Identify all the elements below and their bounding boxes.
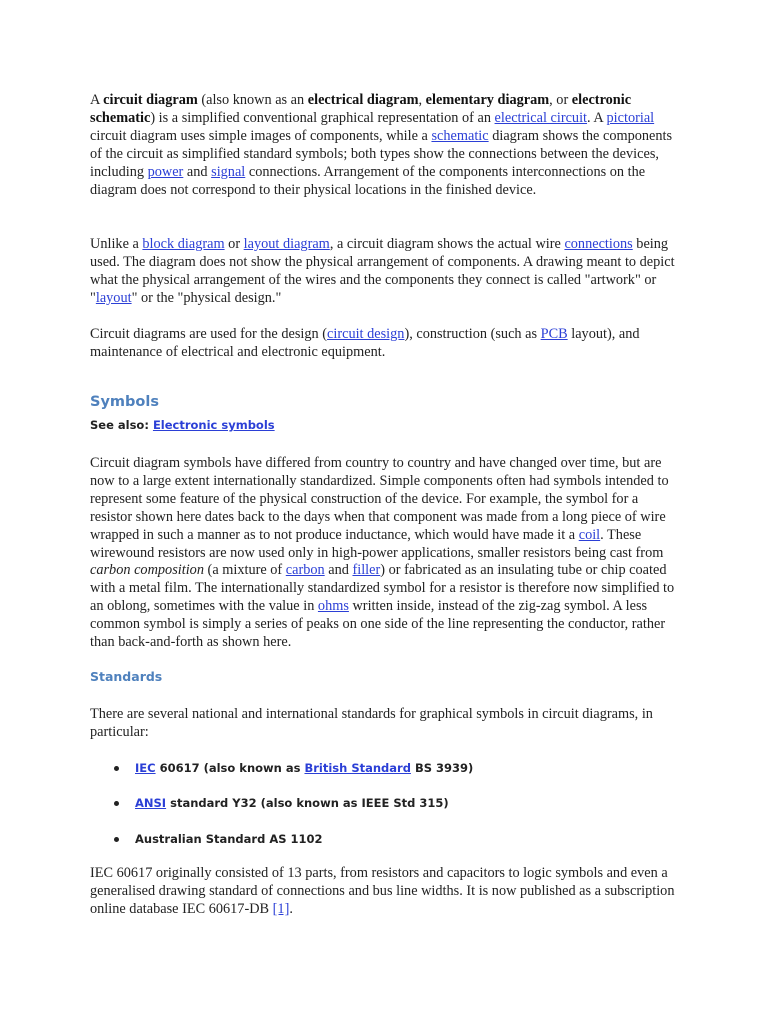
text: BS 3939) xyxy=(410,761,474,775)
text: written inside, instead of the zig-zag symbol. A less common symbol is simply a series of peaks on one side of the line representing the conductor, rather than back-and-forth as shown here. xyxy=(90,598,666,651)
list-item-text xyxy=(135,760,473,778)
term-elementary-diagram: elementary diagram xyxy=(425,92,550,108)
link-block-diagram[interactable]: block diagram xyxy=(142,236,225,252)
link-schematic[interactable]: schematic xyxy=(431,127,489,144)
text: standard Y32 (also known as IEEE Std 315) xyxy=(166,796,449,810)
text: A xyxy=(90,92,104,108)
text: or xyxy=(224,236,244,252)
term-circuit-diagram: circuit diagram xyxy=(103,92,198,108)
text: ), construction (such as xyxy=(404,326,541,342)
text: Circuit diagrams are used for the design ( xyxy=(90,326,328,342)
text: (a mixture of xyxy=(203,562,286,579)
link-connections[interactable]: connections xyxy=(564,236,633,252)
text: ) is a simplified conventional graphical representation of an xyxy=(150,109,495,126)
term-electronic-schematic: electronic schematic xyxy=(90,92,632,126)
term-carbon-composition: carbon composition xyxy=(90,562,204,579)
link-british-standard[interactable]: British Standard xyxy=(304,761,411,775)
see-also-label: See also: xyxy=(90,418,153,432)
link-coil[interactable]: coil xyxy=(578,526,601,543)
text: . These wirewound resistors are now used only in high-power applications, smaller resistors being cast from xyxy=(90,526,664,561)
text: (also known as an xyxy=(197,92,308,108)
standards-intro: There are several national and international standards for graphical symbols in circuit diagrams, in particular: xyxy=(90,706,653,740)
symbols-heading: Symbols xyxy=(90,394,159,410)
link-reference-1[interactable]: [1] xyxy=(272,900,290,917)
link-electrical-circuit[interactable]: electrical circuit xyxy=(494,109,588,126)
text: Unlike a xyxy=(90,236,143,252)
link-ohms[interactable]: ohms xyxy=(317,598,349,615)
list-item-text xyxy=(135,795,449,813)
link-pictorial[interactable]: pictorial xyxy=(606,109,655,126)
see-also-note xyxy=(90,417,275,435)
link-layout-diagram[interactable]: layout diagram xyxy=(243,236,330,252)
usage-paragraph xyxy=(90,326,680,362)
text: ) or fabricated as an insulating tube or chip coated with a metal film. The internationally standardized symbol for a resistor is therefore now simplified to an oblong, sometimes with the value in xyxy=(90,562,675,615)
link-carbon[interactable]: carbon xyxy=(285,562,325,579)
text: , a circuit diagram shows the actual wire xyxy=(329,236,565,252)
iec-paragraph xyxy=(90,865,680,919)
text: . A xyxy=(587,109,607,126)
text: being used. The diagram does not show the physical arrangement of components. A drawing meant to depict what the physical arrangement of the wires and the components they connect is called "artwork" or " xyxy=(90,236,675,306)
bullet-icon xyxy=(114,801,119,806)
text: layout), and maintenance of electrical and electronic equipment. xyxy=(90,326,640,360)
link-iec[interactable]: IEC xyxy=(135,761,156,775)
text: and xyxy=(183,163,212,180)
term-electrical-diagram: electrical diagram xyxy=(307,92,419,108)
text: . xyxy=(289,900,293,917)
link-pcb[interactable]: PCB xyxy=(540,326,568,342)
text: connections. Arrangement of the components interconnections on the diagram does not correspond to their physical locations in the finished device. xyxy=(90,163,646,198)
link-power[interactable]: power xyxy=(147,163,184,180)
text: 60617 (also known as xyxy=(155,761,305,775)
link-filler[interactable]: filler xyxy=(352,562,381,579)
text: diagram shows the components of the circuit as simplified standard symbols; both types show the connections between the devices, including xyxy=(90,127,673,180)
bullet-icon xyxy=(114,837,119,842)
bullet-icon xyxy=(114,766,119,771)
list-item-text: Australian Standard AS 1102 xyxy=(135,832,323,846)
intro-paragraph xyxy=(90,92,680,199)
text: Circuit diagram symbols have differed from country to country and have changed over time, but are now to a large extent internationally standardized. Simple components often had symbols intended to represent some feature of the physical construction of the device. For example, the symbol for a resistor shown here dates back to the days when that component was made from a long piece of wire wrapped in such a manner as to not produce inductance, which would have made it a xyxy=(90,455,669,543)
text: " or the "physical design." xyxy=(131,289,282,306)
text: , xyxy=(418,92,426,108)
link-ansi[interactable]: ANSI xyxy=(135,796,167,810)
link-signal[interactable]: signal xyxy=(211,163,246,180)
symbols-paragraph xyxy=(90,455,680,652)
link-layout[interactable]: layout xyxy=(95,289,132,306)
text: , or xyxy=(549,92,572,108)
text: circuit diagram uses simple images of components, while a xyxy=(90,127,432,144)
standards-heading: Standards xyxy=(90,669,163,684)
block-diagram-paragraph xyxy=(90,236,680,308)
link-electronic-symbols[interactable]: Electronic symbols xyxy=(152,418,275,432)
text: IEC 60617 originally consisted of 13 parts, from resistors and capacitors to logic symbols and even a generalised drawing standard of connections and bus line widths. It is now published as a subscription online database IEC 60617-DB xyxy=(90,865,675,917)
text: and xyxy=(324,562,353,579)
link-circuit-design[interactable]: circuit design xyxy=(327,326,405,342)
